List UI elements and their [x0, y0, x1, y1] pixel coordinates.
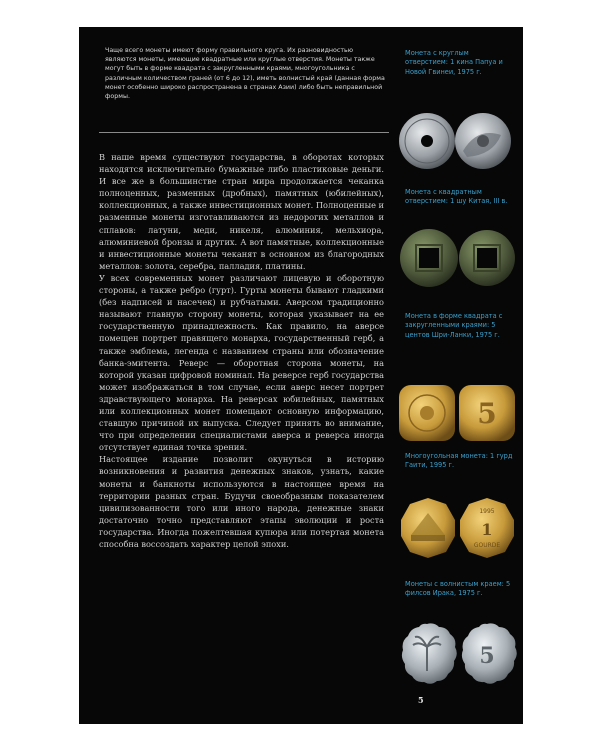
cents-coins-image: [397, 383, 517, 443]
fils-denomination: 5: [479, 643, 495, 669]
shu-coins-image: [397, 227, 517, 289]
paragraph-2: У всех современных монет различают лицевую и оборотную стороны, а также ребро (гурт). Гурты монеты бывают гладкими (без надписей и насечек) и рубчатыми. Аверсом традиционно называют главную сторону монеты, которая указывает на ее государственную принадлежность. Как правило, на аверсе помещен портрет правящего монарха, государственный герб, а также эмблема, легенда с названием страны или обозначение банка-эмитента. Реверс — оборотная сторона монеты, на которой указан цифровой номинал. На реверсе герб государства может изображаться в том случае, если аверс несет портрет здравствующего монарха. На реверсах юбилейных, памятных или коллекционных монет помещают основную информацию, ставшую причиной их выпуска. Следует принять во внимание, что при определении специалистами аверса и реверса иногда отсутствует единая точка зрения.: [99, 272, 384, 453]
intro-paragraph: Чаще всего монеты имеют форму правильного круга. Их разновидностью являются монеты, имеющие квадратные или круглые отверстия. Монеты также могут быть в форме квадрата с закругленными краями, многоугольника с различным количеством граней (от 6 до 12), иметь волнистый край (данная форма монет особенно широко распространена в странах Азии) либо быть неправильной формы.: [105, 47, 385, 101]
gourde-coins-image: [397, 495, 517, 561]
fils-coins-image: [397, 621, 517, 687]
caption-polygonal: Многоугольная монета: 1 гурд Гаити, 1995 г.: [405, 452, 513, 470]
fils-coin-obverse: [402, 623, 457, 683]
gourde-year: 1995: [479, 508, 495, 515]
book-page: [79, 27, 523, 724]
gourde-label: GOURDE: [473, 542, 501, 549]
gourde-denomination: 1: [481, 520, 493, 539]
paragraph-1: В наше время существуют государства, в оборотах которых находятся исключительно бумажные либо пластиковые деньги. И все же в большинстве стран мира продолжается чеканка полноценных, разменных (дробных), памятных (юбилейных), коллекционных, а также инвестиционных монет. Полноценные и разменные монеты изготавливаются из недорогих металлов и сплавов: латуни, меди, никеля, алюминия, мельхиора, алюминиевой бронзы и других. А вот памятные, коллекционные и инвестиционные монеты чеканят в основном из благородных металлов: золота, серебра, палладия, платины.: [99, 152, 384, 271]
intro-divider: [99, 132, 389, 133]
caption-rounded-square: Монета в форме квадрата с закругленными краями: 5 центов Шри-Ланки, 1975 г.: [405, 312, 503, 339]
cents-denomination: 5: [477, 397, 497, 430]
caption-square-hole: Монета с квадратным отверстием: 1 шу Китая, III в.: [405, 188, 508, 206]
kina-coins-image: [397, 107, 517, 175]
caption-round-hole: Монета с круглым отверстием: 1 кина Папуа и Новой Гвинеи, 1975 г.: [405, 49, 503, 76]
page-number: 5: [418, 695, 424, 705]
caption-wavy-edge: Монеты с волнистым краем: 5 филсов Ирака, 1975 г.: [405, 580, 511, 598]
paragraph-3: Настоящее издание позволит окунуться в историю возникновения и развития денежных знаков, узнать, какие монеты и банкноты используются в настоящее время на территории разных стран. Будучи своеобразным показателем цивилизованности того или иного народа, денежные знаки достаточно точно представляют этапы эволюции и роста государства. Иногда пожелтевшая купюра или потертая монета способна воссоздать характер целой эпохи.: [99, 454, 384, 549]
main-text: [99, 151, 384, 550]
